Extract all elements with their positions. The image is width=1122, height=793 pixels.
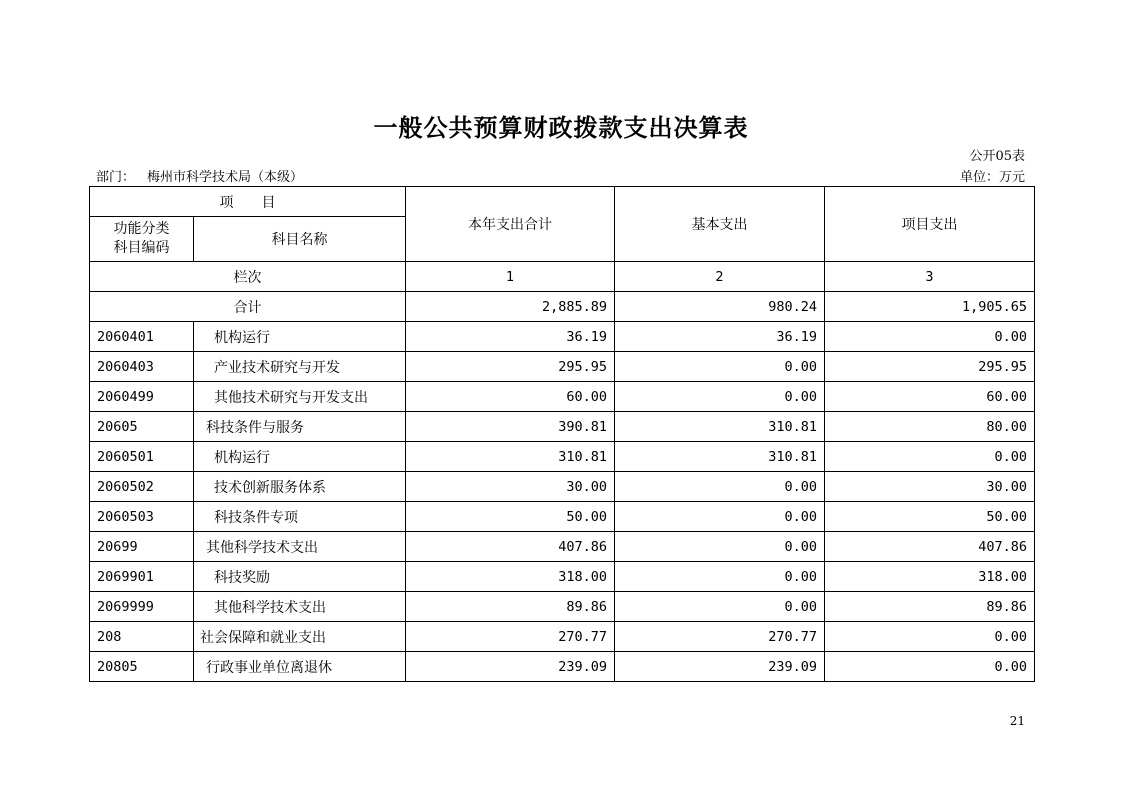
table-row — [90, 532, 1035, 562]
page-title: 一般公共预算财政拨款支出决算表 — [373, 113, 749, 142]
subject-name-cell: 技术创新服务体系 — [194, 472, 406, 502]
col-basic-header: 基本支出 — [615, 187, 825, 262]
project-cell: 407.86 — [825, 532, 1035, 562]
total-cell: 30.00 — [406, 472, 615, 502]
func-code-header-line1: 功能分类 — [113, 221, 170, 237]
subject-name-cell: 科技奖励 — [194, 562, 406, 592]
basic-cell: 0.00 — [615, 382, 825, 412]
basic-cell: 239.09 — [615, 652, 825, 682]
basic-cell: 0.00 — [615, 562, 825, 592]
func-code-header-line2: 科目编码 — [113, 240, 170, 256]
header-row-1 — [90, 187, 1035, 217]
project-cell: 318.00 — [825, 562, 1035, 592]
subject-name-header: 科目名称 — [194, 217, 406, 262]
subject-name-cell: 科技条件与服务 — [194, 412, 406, 442]
func-code-cell: 20805 — [90, 652, 194, 682]
page-number: 21 — [1009, 714, 1025, 728]
column-number-label: 栏次 — [90, 262, 406, 292]
total-cell: 318.00 — [406, 562, 615, 592]
table-row — [90, 442, 1035, 472]
basic-cell: 0.00 — [615, 502, 825, 532]
subject-name-cell: 行政事业单位离退休 — [194, 652, 406, 682]
basic-cell: 0.00 — [615, 472, 825, 502]
total-cell: 50.00 — [406, 502, 615, 532]
func-code-cell: 2060503 — [90, 502, 194, 532]
table-row — [90, 412, 1035, 442]
func-code-cell: 2060502 — [90, 472, 194, 502]
subject-name-cell: 产业技术研究与开发 — [194, 352, 406, 382]
basic-cell: 270.77 — [615, 622, 825, 652]
total-cell: 390.81 — [406, 412, 615, 442]
basic-cell: 0.00 — [615, 592, 825, 622]
func-code-header — [90, 217, 194, 262]
total-cell: 89.86 — [406, 592, 615, 622]
subject-name-cell: 机构运行 — [194, 442, 406, 472]
subject-name-cell: 机构运行 — [194, 322, 406, 352]
table-row — [90, 652, 1035, 682]
project-cell: 89.86 — [825, 592, 1035, 622]
form-code: 公开05表 — [969, 149, 1025, 164]
project-cell: 50.00 — [825, 502, 1035, 532]
project-cell: 0.00 — [825, 622, 1035, 652]
func-code-cell: 2069901 — [90, 562, 194, 592]
department-label: 部门： — [96, 170, 136, 185]
project-cell: 0.00 — [825, 322, 1035, 352]
table-row — [90, 622, 1035, 652]
department-line — [96, 166, 315, 185]
basic-cell: 36.19 — [615, 322, 825, 352]
unit-label: 单位：万元 — [959, 170, 1025, 185]
subject-name-cell: 科技条件专项 — [194, 502, 406, 532]
table-row — [90, 352, 1035, 382]
total-cell: 36.19 — [406, 322, 615, 352]
func-code-cell: 2060403 — [90, 352, 194, 382]
project-cell: 60.00 — [825, 382, 1035, 412]
basic-cell: 0.00 — [615, 352, 825, 382]
total-label: 合计 — [90, 292, 406, 322]
func-code-cell: 2060401 — [90, 322, 194, 352]
func-code-cell: 208 — [90, 622, 194, 652]
func-code-cell: 2060499 — [90, 382, 194, 412]
item-header: 项 目 — [90, 187, 406, 217]
table-row — [90, 382, 1035, 412]
col-total-header: 本年支出合计 — [406, 187, 615, 262]
column-number-row — [90, 262, 1035, 292]
total-cell: 407.86 — [406, 532, 615, 562]
column-number-3: 3 — [825, 262, 1035, 292]
project-cell: 0.00 — [825, 442, 1035, 472]
table-row — [90, 592, 1035, 622]
func-code-cell: 2069999 — [90, 592, 194, 622]
basic-cell: 0.00 — [615, 532, 825, 562]
total-cell: 310.81 — [406, 442, 615, 472]
subject-name-cell: 其他科学技术支出 — [194, 532, 406, 562]
func-code-cell: 20605 — [90, 412, 194, 442]
total-row — [90, 292, 1035, 322]
project-cell: 0.00 — [825, 652, 1035, 682]
total-sum-cell: 2,885.89 — [406, 292, 615, 322]
table-row — [90, 322, 1035, 352]
col-project-header: 项目支出 — [825, 187, 1035, 262]
table-row — [90, 502, 1035, 532]
total-cell: 270.77 — [406, 622, 615, 652]
total-cell: 295.95 — [406, 352, 615, 382]
project-cell: 30.00 — [825, 472, 1035, 502]
total-cell: 60.00 — [406, 382, 615, 412]
total-basic-cell: 980.24 — [615, 292, 825, 322]
column-number-1: 1 — [406, 262, 615, 292]
expenditure-table — [89, 186, 1035, 682]
table-row — [90, 472, 1035, 502]
project-cell: 295.95 — [825, 352, 1035, 382]
basic-cell: 310.81 — [615, 442, 825, 472]
column-number-2: 2 — [615, 262, 825, 292]
basic-cell: 310.81 — [615, 412, 825, 442]
subject-name-cell: 其他技术研究与开发支出 — [194, 382, 406, 412]
table-row — [90, 562, 1035, 592]
total-project-cell: 1,905.65 — [825, 292, 1035, 322]
func-code-cell: 20699 — [90, 532, 194, 562]
project-cell: 80.00 — [825, 412, 1035, 442]
func-code-cell: 2060501 — [90, 442, 194, 472]
subject-name-cell: 社会保障和就业支出 — [194, 622, 406, 652]
total-cell: 239.09 — [406, 652, 615, 682]
subject-name-cell: 其他科学技术支出 — [194, 592, 406, 622]
department-name: 梅州市科学技术局（本级） — [147, 170, 304, 185]
